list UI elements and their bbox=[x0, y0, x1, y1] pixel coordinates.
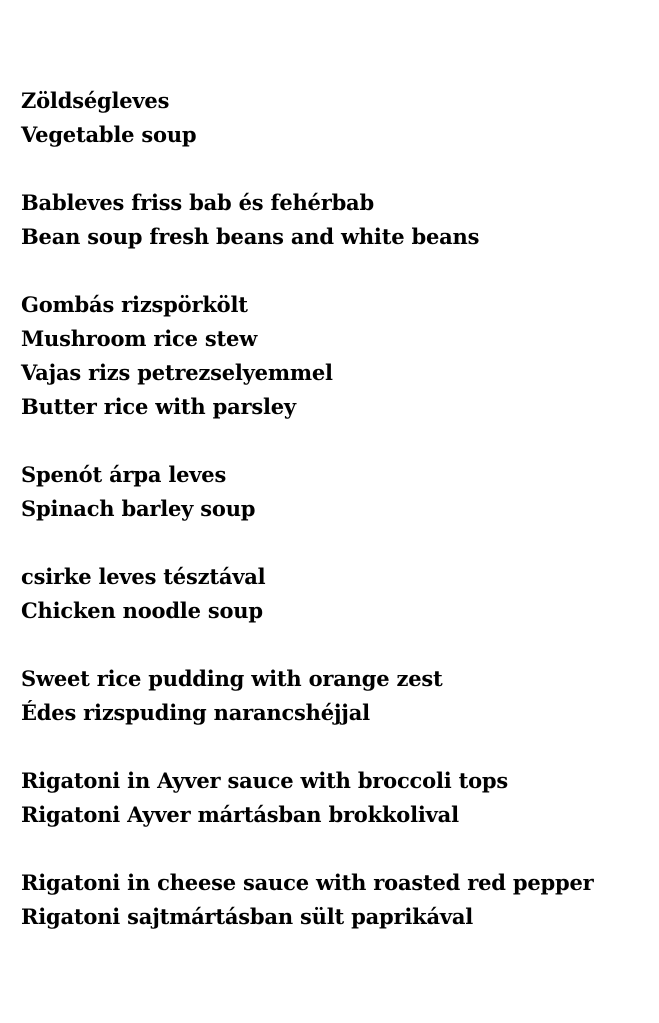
menu-item-side-english: Butter rice with parsley bbox=[21, 394, 296, 419]
menu-item-spinach-barley-soup bbox=[21, 458, 651, 526]
menu-item-hungarian: Rigatoni Ayver mártásban brokkolival bbox=[21, 802, 459, 827]
menu-item-english: Rigatoni in cheese sauce with roasted red pepper bbox=[21, 870, 594, 895]
menu-item-chicken-noodle-soup bbox=[21, 560, 651, 628]
menu-item-english: Chicken noodle soup bbox=[21, 598, 263, 623]
menu-item-side-hungarian: Vajas rizs petrezselyemmel bbox=[21, 360, 333, 385]
menu-item-hungarian: Édes rizspuding narancshéjjal bbox=[21, 700, 370, 725]
menu-item-hungarian: Bableves friss bab és fehérbab bbox=[21, 190, 374, 215]
menu-item-bean-soup bbox=[21, 186, 651, 254]
menu-item-english: Mushroom rice stew bbox=[21, 326, 258, 351]
menu-item-hungarian: Rigatoni sajtmártásban sült paprikával bbox=[21, 904, 474, 929]
menu-item-english: Spinach barley soup bbox=[21, 496, 256, 521]
menu-item-english: Bean soup fresh beans and white beans bbox=[21, 224, 480, 249]
menu-item-rigatoni-cheese bbox=[21, 866, 651, 934]
menu-item-hungarian: Spenót árpa leves bbox=[21, 462, 227, 487]
menu-item-rigatoni-ayver bbox=[21, 764, 651, 832]
menu-item-vegetable-soup bbox=[21, 84, 651, 152]
menu-item-english: Sweet rice pudding with orange zest bbox=[21, 666, 443, 691]
menu-item-hungarian: Gombás rizspörkölt bbox=[21, 292, 248, 317]
menu-item-english: Rigatoni in Ayver sauce with broccoli tops bbox=[21, 768, 509, 793]
menu-item-rice-pudding bbox=[21, 662, 651, 730]
menu-item-hungarian: Zöldségleves bbox=[21, 88, 170, 113]
menu-list bbox=[21, 84, 651, 968]
menu-item-hungarian: csirke leves tésztával bbox=[21, 564, 266, 589]
menu-item-english: Vegetable soup bbox=[21, 122, 197, 147]
menu-item-mushroom-rice-stew bbox=[21, 288, 651, 424]
